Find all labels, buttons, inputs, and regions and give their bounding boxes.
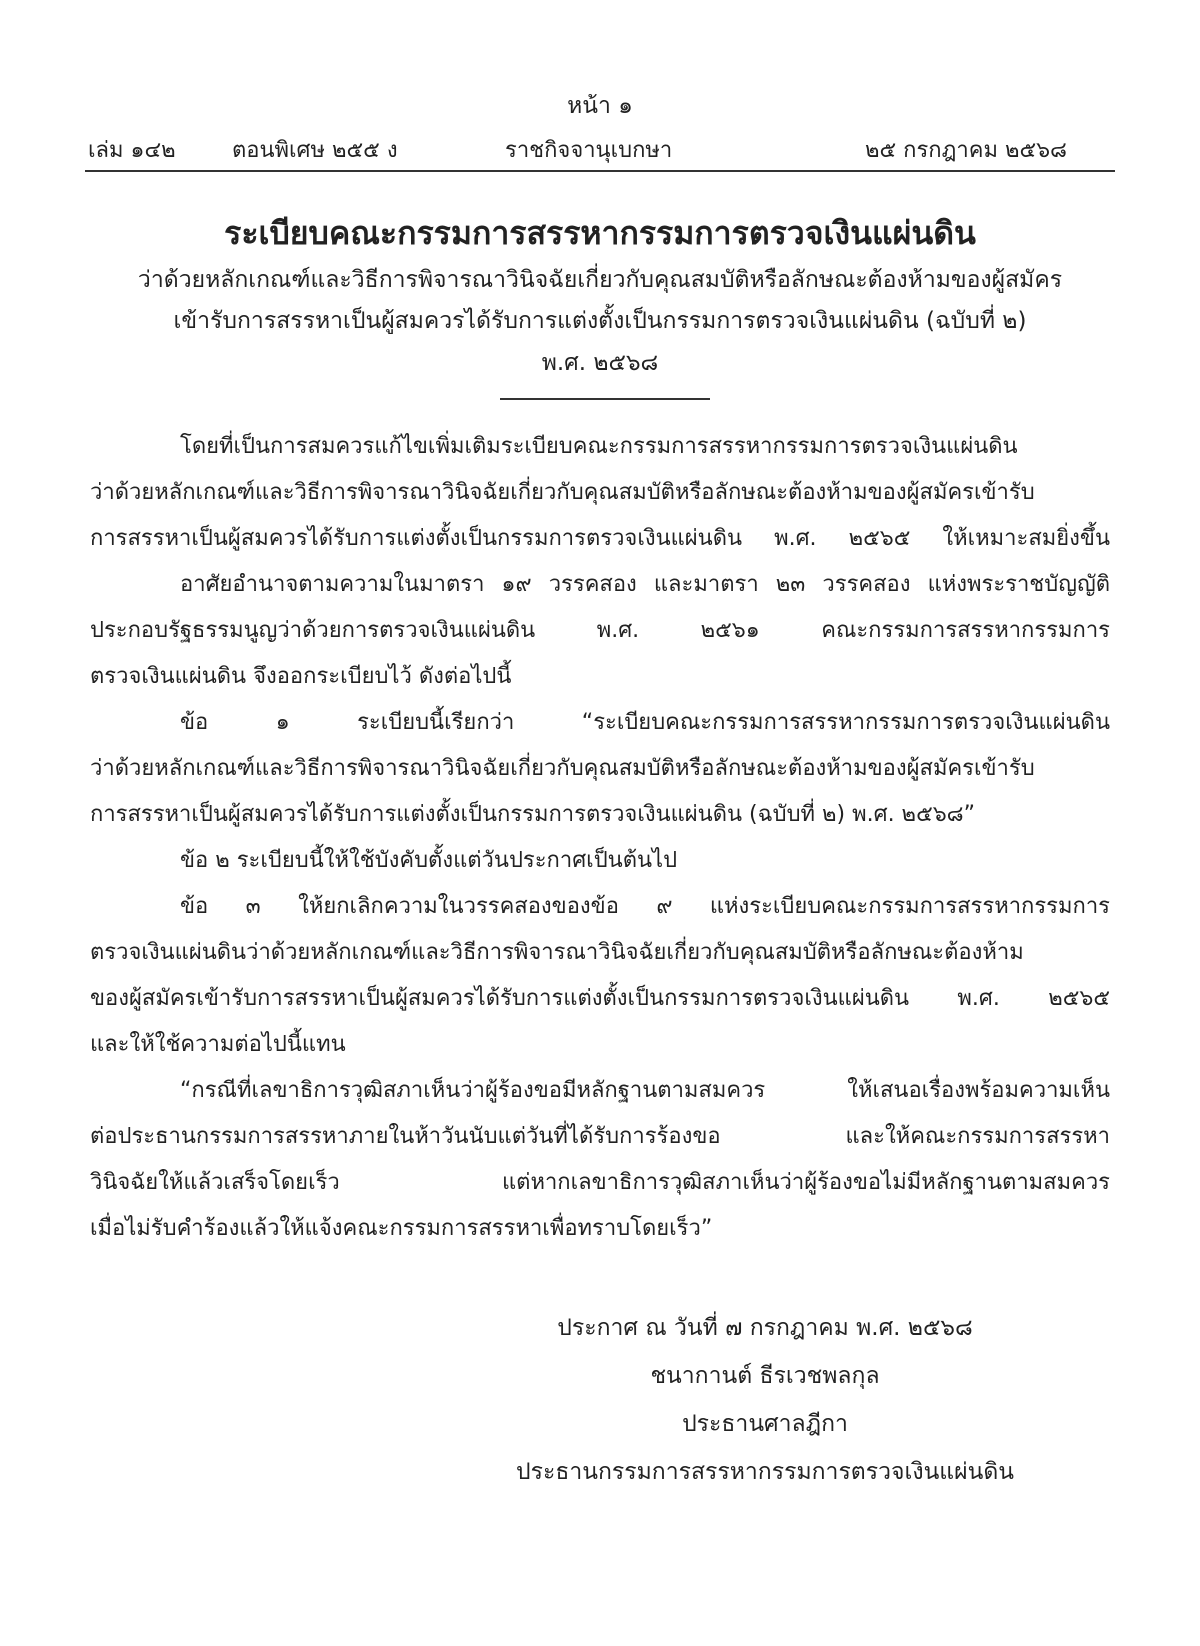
body-line: วินิจฉัยให้แล้วเสร็จโดยเร็ว แต่หากเลขาธิการวุฒิสภาเห็นว่าผู้ร้องขอไม่มีหลักฐานตามสมควร bbox=[90, 1170, 1110, 1195]
body-line: การสรรหาเป็นผู้สมควรได้รับการแต่งตั้งเป็นกรรมการตรวจเงินแผ่นดิน พ.ศ. ๒๕๖๕ ให้เหมาะสมยิ่งขึ้น bbox=[90, 526, 1110, 551]
announcement-date: ประกาศ ณ วันที่ ๗ กรกฎาคม พ.ศ. ๒๕๖๘ bbox=[557, 1315, 973, 1341]
document-title: ระเบียบคณะกรรมการสรรหากรรมการตรวจเงินแผ่นดิน bbox=[224, 214, 976, 252]
body-line: ว่าด้วยหลักเกณฑ์และวิธีการพิจารณาวินิจฉัยเกี่ยวกับคุณสมบัติหรือลักษณะต้องห้ามของผู้สมัครเข้ารับ bbox=[90, 756, 1035, 781]
body-line: การสรรหาเป็นผู้สมควรได้รับการแต่งตั้งเป็นกรรมการตรวจเงินแผ่นดิน (ฉบับที่ ๒) พ.ศ. ๒๕๖๘” bbox=[90, 802, 976, 827]
signatory-position: ประธานศาลฎีกา bbox=[682, 1411, 848, 1437]
body-line: ของผู้สมัครเข้ารับการสรรหาเป็นผู้สมควรได้รับการแต่งตั้งเป็นกรรมการตรวจเงินแผ่นดิน พ.ศ. ๒๕๖๕ bbox=[90, 986, 1110, 1011]
gazette-date: ๒๕ กรกฎาคม ๒๕๖๘ bbox=[865, 138, 1068, 163]
signatory-position: ประธานกรรมการสรรหากรรมการตรวจเงินแผ่นดิน bbox=[516, 1459, 1014, 1485]
body-line: ว่าด้วยหลักเกณฑ์และวิธีการพิจารณาวินิจฉัยเกี่ยวกับคุณสมบัติหรือลักษณะต้องห้ามของผู้สมัครเข้ารับ bbox=[90, 480, 1035, 505]
gazette-volume: เล่ม ๑๔๒ bbox=[88, 138, 176, 163]
document-year: พ.ศ. ๒๕๖๘ bbox=[541, 350, 659, 376]
body-line: ประกอบรัฐธรรมนูญว่าด้วยการตรวจเงินแผ่นดิน พ.ศ. ๒๕๖๑ คณะกรรมการสรรหากรรมการ bbox=[90, 618, 1110, 643]
body-line: “กรณีที่เลขาธิการวุฒิสภาเห็นว่าผู้ร้องขอมีหลักฐานตามสมควร ให้เสนอเรื่องพร้อมความเห็น bbox=[180, 1078, 1110, 1103]
body-line: ต่อประธานกรรมการสรรหาภายในห้าวันนับแต่วันที่ได้รับการร้องขอ และให้คณะกรรมการสรรหา bbox=[90, 1124, 1110, 1149]
body-line: และให้ใช้ความต่อไปนี้แทน bbox=[90, 1032, 346, 1057]
body-line: อาศัยอำนาจตามความในมาตรา ๑๙ วรรคสอง และมาตรา ๒๓ วรรคสอง แห่งพระราชบัญญัติ bbox=[180, 572, 1110, 597]
body-line: ข้อ ๒ ระเบียบนี้ให้ใช้บังคับตั้งแต่วันประกาศเป็นต้นไป bbox=[180, 848, 678, 873]
gazette-name: ราชกิจจานุเบกษา bbox=[505, 138, 673, 163]
body-line: ข้อ ๓ ให้ยกเลิกความในวรรคสองของข้อ ๙ แห่งระเบียบคณะกรรมการสรรหากรรมการ bbox=[180, 894, 1110, 919]
header-divider bbox=[85, 170, 1115, 172]
signatory-name: ชนากานต์ ธีรเวชพลกุล bbox=[650, 1363, 880, 1389]
body-line: โดยที่เป็นการสมควรแก้ไขเพิ่มเติมระเบียบคณะกรรมการสรรหากรรมการตรวจเงินแผ่นดิน bbox=[180, 434, 1018, 459]
body-line: ตรวจเงินแผ่นดิน จึงออกระเบียบไว้ ดังต่อไปนี้ bbox=[90, 664, 512, 689]
body-line: เมื่อไม่รับคำร้องแล้วให้แจ้งคณะกรรมการสรรหาเพื่อทราบโดยเร็ว” bbox=[90, 1216, 713, 1241]
body-line: ข้อ ๑ ระเบียบนี้เรียกว่า “ระเบียบคณะกรรมการสรรหากรรมการตรวจเงินแผ่นดิน bbox=[180, 710, 1110, 735]
gazette-section: ตอนพิเศษ ๒๕๕ ง bbox=[232, 138, 398, 163]
document-subtitle-1: ว่าด้วยหลักเกณฑ์และวิธีการพิจารณาวินิจฉัยเกี่ยวกับคุณสมบัติหรือลักษณะต้องห้ามของผู้สมัคร bbox=[137, 267, 1063, 293]
document-subtitle-2: เข้ารับการสรรหาเป็นผู้สมควรได้รับการแต่งตั้งเป็นกรรมการตรวจเงินแผ่นดิน (ฉบับที่ ๒) bbox=[173, 308, 1027, 334]
page-number: หน้า ๑ bbox=[567, 93, 633, 119]
title-divider bbox=[500, 398, 710, 400]
body-line: ตรวจเงินแผ่นดินว่าด้วยหลักเกณฑ์และวิธีการพิจารณาวินิจฉัยเกี่ยวกับคุณสมบัติหรือลักษณะต้องห้าม bbox=[90, 940, 1024, 965]
